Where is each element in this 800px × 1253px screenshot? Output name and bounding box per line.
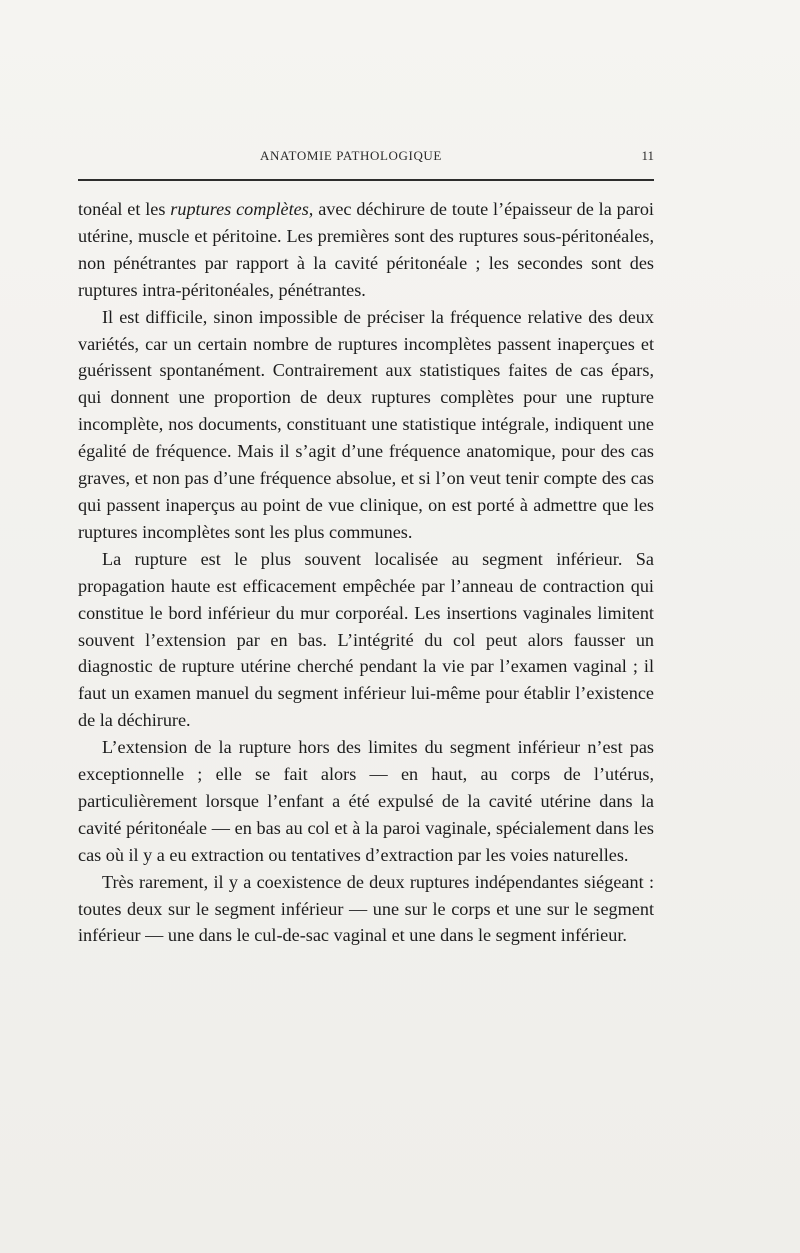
body-text <box>78 196 654 949</box>
paragraph-1-italic: ruptures complètes, <box>170 199 314 219</box>
running-title: ANATOMIE PATHOLOGIQUE <box>260 148 442 163</box>
paragraph-3: La rupture est le plus souvent localisée au segment inférieur. Sa propagation haute est efficacement empêchée par l’anneau de contraction qui constitue le bord inférieur du mur corporéal. Les insertions vaginales limitent souvent l’extension par en bas. L’intégrité du col peut alors fausser un diagnostic de rupture utérine cherché pendant la vie par l’examen vaginal ; il faut un examen manuel du segment inférieur lui-même pour établir l’existence de la déchirure. <box>78 548 654 731</box>
paragraph-2: Il est difficile, sinon impossible de préciser la fréquence relative des deux variétés, car un certain nombre de ruptures incomplètes passent inaperçues et guérissent spontanément. Contrairement aux statistiques faites de cas épars, qui donnent une proportion de deux ruptures complètes pour une rupture incomplète, nos documents, constituant une statistique intégrale, indiquent une égalité de fréquence. Mais il s’agit d’une fréquence anatomique, pour des cas graves, et non pas d’une fréquence absolue, et si l’on veut tenir compte des cas qui passent inaperçus au point de vue clinique, on est porté à admettre que les ruptures incomplètes sont les plus communes. <box>78 306 654 542</box>
paragraph-1-rest: avec déchirure de toute l’épaisseur de la paroi utérine, muscle et péritoine. Les premières sont des ruptures sous-péritonéales, non pénétrantes par rapport à la cavité péritonéale ; les secondes sont des ruptures intra-péritonéales, pénétrantes. <box>78 199 654 300</box>
paragraph-1-start: tonéal et les <box>78 199 171 219</box>
paragraph-1 <box>78 196 654 304</box>
paragraph-5: Très rarement, il y a coexistence de deux ruptures indépendantes siégeant : toutes deux sur le segment inférieur — une sur le corps et une sur le segment inférieur — une dans le cul-de-sac vaginal et une dans le segment inférieur. <box>78 871 654 946</box>
header-rule <box>78 179 654 181</box>
page-header <box>78 148 654 172</box>
paragraph-4: L’extension de la rupture hors des limites du segment inférieur n’est pas exceptionnelle ; elle se fait alors — en haut, au corps de l’utérus, particulièrement lorsque l’enfant a été expulsé de la cavité utérine dans la cavité péritonéale — en bas au col et à la paroi vaginale, spécialement dans les cas où il y a eu extraction ou tentatives d’extraction par les voies naturelles. <box>78 737 654 865</box>
page-number: 11 <box>641 148 654 163</box>
